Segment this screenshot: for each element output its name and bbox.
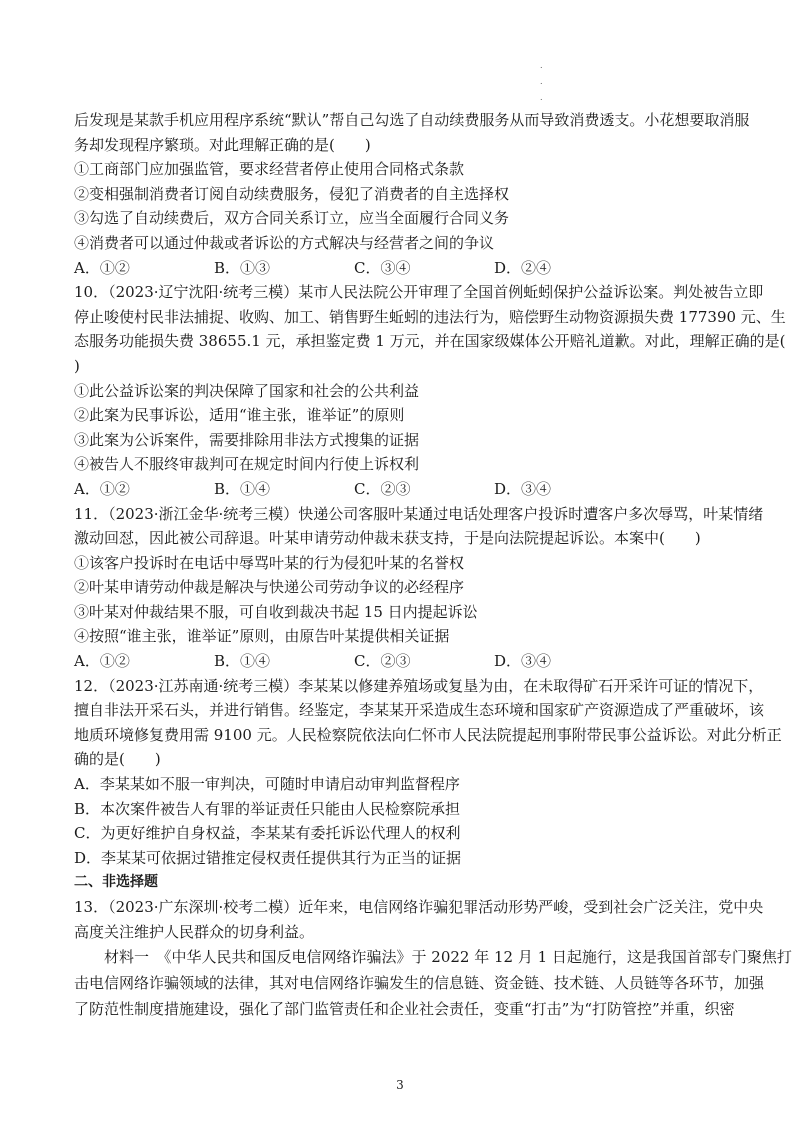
- question-text-line: 后发现是某款手机应用程序系统“默认”帮自己勾选了自动续费服务从而导致消费透支。小花想要取消服: [74, 111, 750, 129]
- corner-mark: .: [540, 93, 543, 102]
- statement: ①此公益诉讼案的判决保障了国家和社会的公共利益: [74, 381, 420, 400]
- answer-options: [74, 649, 728, 674]
- option-b: B．①④: [214, 479, 271, 498]
- choice-c: C．为更好维护自身权益，李某某有委托诉讼代理人的权利: [74, 824, 461, 843]
- material-line: 击电信网络诈骗领域的法律，其对电信网络诈骗发生的信息链、资金链、技术链、人员链等各环节，加强: [74, 974, 765, 993]
- material-one: [74, 944, 792, 1022]
- statement: ③勾选了自动续费后，双方合同关系订立，应当全面履行合同义务: [74, 209, 510, 228]
- question-12: [74, 674, 782, 871]
- option-d: D．②④: [494, 258, 552, 277]
- statement: ①该客户投诉时在电话中辱骂叶某的行为侵犯叶某的名誉权: [74, 553, 465, 572]
- question-text-line: 停止唆使村民非法捕捉、收购、加工、销售野生蚯蚓的违法行为，赔偿野生动物资源损失费 177390 元、生: [74, 307, 786, 326]
- question-text-line: ): [74, 356, 80, 375]
- corner-mark: .: [540, 61, 543, 70]
- question-text-line: 13．（2023·广东深圳·校考二模）近年来，电信网络诈骗犯罪活动形势严峻，受到社会广泛关注，党中央: [74, 898, 764, 916]
- option-b: B．①④: [214, 652, 271, 671]
- option-a: A．①②: [74, 652, 130, 671]
- statement: ②叶某申请劳动仲裁是解决与快递公司劳动争议的必经程序: [74, 578, 465, 597]
- question-text-line: 激动回怼，因此被公司辞退。叶某申请劳动仲裁未获支持，于是向法院提起诉讼。本案中( ): [74, 529, 701, 548]
- question-text-line: 12．（2023·江苏南通·统考三模）李某某以修建养殖场或复垦为由，在未取得矿石开采许可证的情况下，: [74, 676, 764, 695]
- question-text-line: 11．（2023·浙江金华·统考三模）快递公司客服叶某通过电话处理客户投诉时遭客户多次辱骂，叶某情绪: [74, 504, 764, 523]
- statement: ①工商部门应加强监管，要求经营者停止使用合同格式条款: [74, 160, 465, 179]
- answer-options: [74, 256, 728, 281]
- option-a: A．①②: [74, 258, 130, 277]
- choice-b: B．本次案件被告人有罪的举证责任只能由人民检察院承担: [74, 799, 461, 818]
- option-d: D．③④: [494, 652, 552, 671]
- choice-d: D．李某某可依据过错推定侵权责任提供其行为正当的证据: [74, 848, 462, 867]
- option-c: C．②③: [354, 479, 411, 498]
- question-text-line: 务却发现程序繁琐。对此理解正确的是( ): [74, 135, 371, 154]
- question-13: [74, 895, 792, 1022]
- page-number: 3: [396, 1078, 404, 1092]
- document-body: [74, 108, 792, 1022]
- statement: ②此案为民事诉讼，适用“谁主张，谁举证”的原则: [74, 406, 405, 425]
- question-text-line: 擅自非法开采石头，并进行销售。经鉴定，李某某开采造成生态环境和国家矿产资源造成了严重破坏，该: [74, 701, 765, 720]
- option-d: D．③④: [494, 479, 552, 498]
- material-line: 材料一 《中华人民共和国反电信网络诈骗法》于 2022 年 12 月 1 日起施行，这是我国首部专门聚焦打: [104, 948, 792, 967]
- question-9-continued: [74, 108, 750, 280]
- corner-mark: .: [540, 77, 543, 86]
- option-c: C．②③: [354, 652, 411, 671]
- option-b: B．①③: [214, 258, 271, 277]
- statement: ④被告人不服终审裁判可在规定时间内行使上诉权利: [74, 455, 420, 474]
- material-line: 了防范性制度措施建设，强化了部门监管责任和企业社会责任，变重“打击”为“打防管控”并重，织密: [74, 1000, 735, 1019]
- option-c: C．③④: [354, 258, 411, 277]
- question-text-line: 确的是( ): [74, 750, 161, 769]
- section-title: 二、非选择题: [74, 874, 158, 891]
- statement: ②变相强制消费者订阅自动续费服务，侵犯了消费者的自主选择权: [74, 184, 510, 203]
- option-a: A．①②: [74, 479, 130, 498]
- question-text-line: 态服务功能损失费 38655.1 元，承担鉴定费 1 万元，并在国家级媒体公开赔礼道歉。对此，理解正确的是(: [74, 332, 786, 351]
- corner-marks: [540, 58, 548, 106]
- statement: ④消费者可以通过仲裁或者诉讼的方式解决与经营者之间的争议: [74, 233, 495, 252]
- choice-a: A．李某某如不服一审判决，可随时申请启动审判监督程序: [74, 775, 460, 794]
- statement: ③叶某对仲裁结果不服，可自收到裁决书起 15 日内提起诉讼: [74, 602, 478, 621]
- statement: ④按照“谁主张，谁举证”原则，由原告叶某提供相关证据: [74, 627, 450, 646]
- question-text-line: 10．（2023·辽宁沈阳·统考三模）某市人民法院公开审理了全国首例蚯蚓保护公益诉讼案。判处被告立即: [74, 283, 764, 302]
- question-11: [74, 502, 764, 674]
- question-text-line: 高度关注维护人民群众的切身利益。: [74, 922, 315, 941]
- statement: ③此案为公诉案件，需要排除用非法方式搜集的证据: [74, 430, 420, 449]
- answer-options: [74, 477, 728, 502]
- question-10: [74, 280, 786, 501]
- question-text-line: 地质环境修复费用需 9100 元。人民检察院依法向仁怀市人民法院提起刑事附带民事公益诉讼。对此分析正: [74, 725, 782, 744]
